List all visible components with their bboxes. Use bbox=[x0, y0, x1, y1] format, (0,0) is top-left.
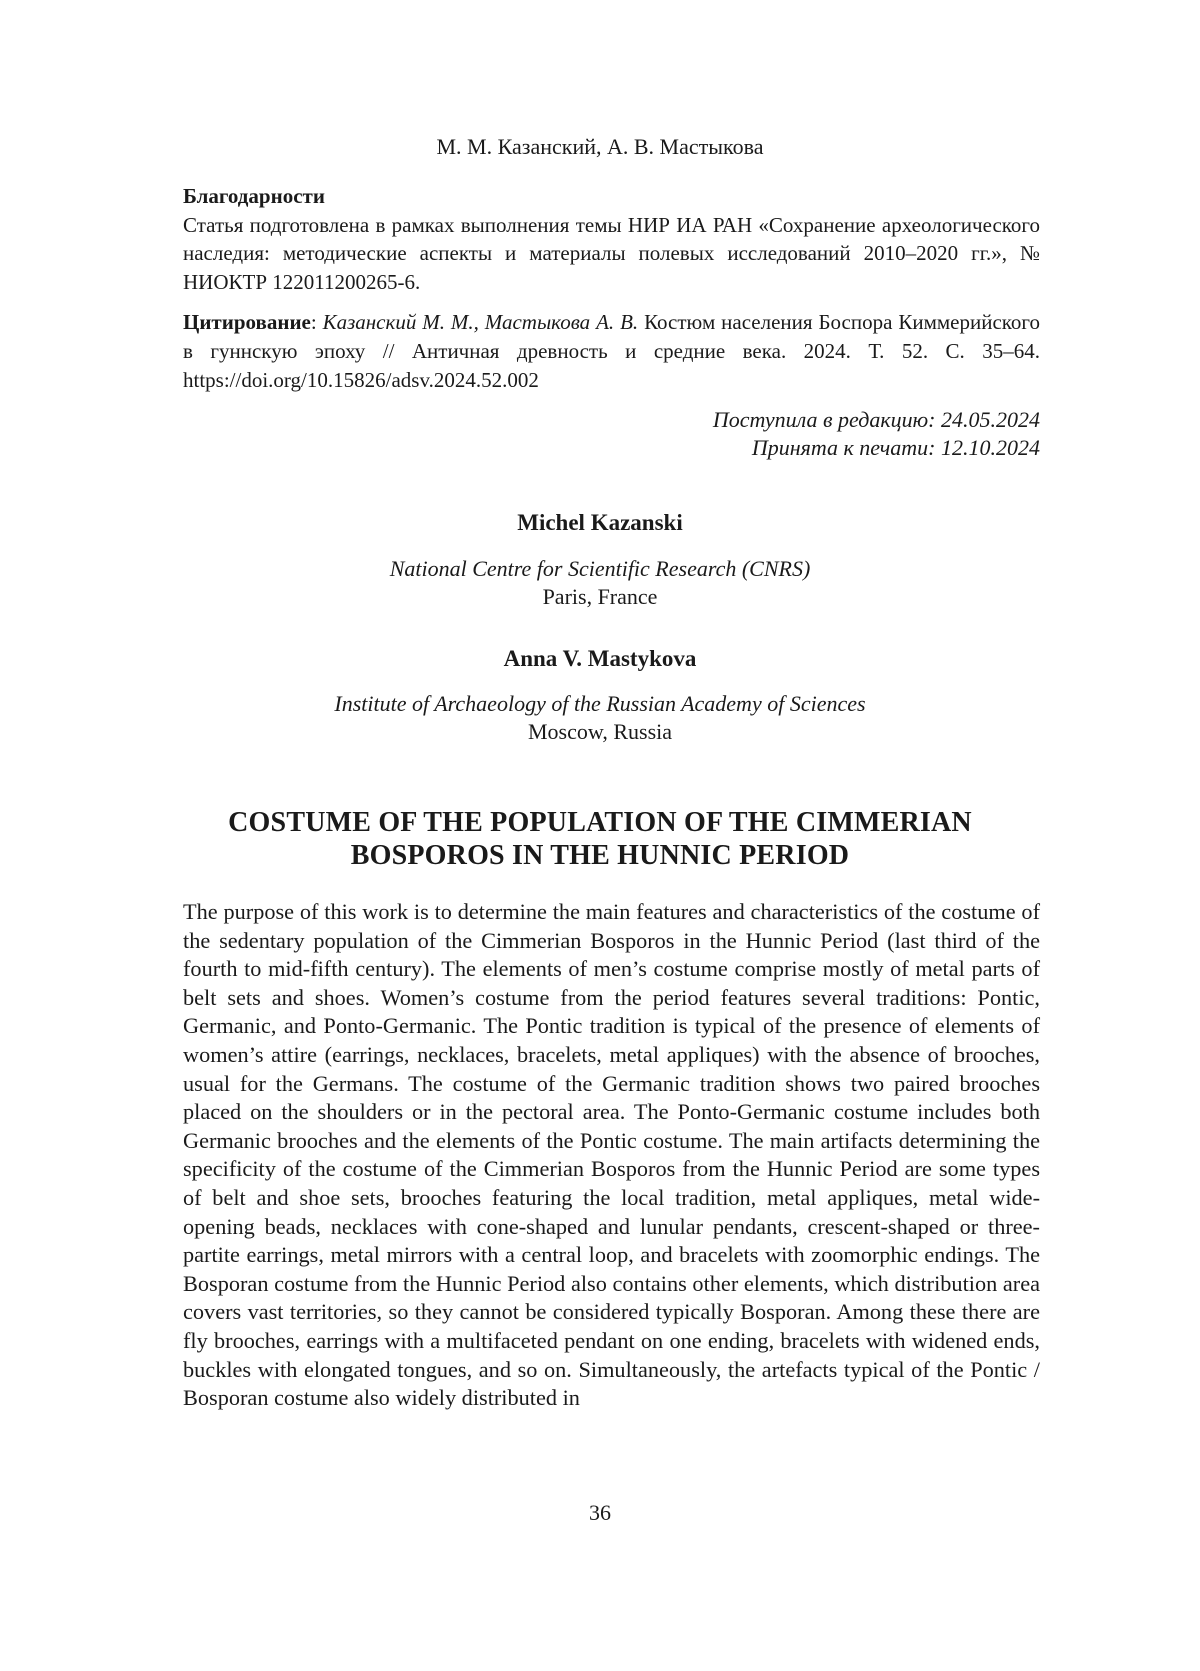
dates-block bbox=[183, 406, 1040, 462]
affiliation-location: Paris, France bbox=[542, 584, 658, 609]
acknowledgements-section bbox=[183, 182, 1040, 296]
author-affiliation bbox=[0, 555, 1200, 611]
title-line: BOSPOROS IN THE HUNNIC PERIOD bbox=[350, 840, 850, 871]
running-header: М. М. Казанский, А. В. Мастыкова bbox=[436, 134, 764, 159]
title-line: COSTUME OF THE POPULATION OF THE CIMMERIAN bbox=[228, 807, 972, 838]
affiliation-organization: National Centre for Scientific Research (CNRS) bbox=[389, 556, 811, 581]
abstract-text: The purpose of this work is to determine the main features and characteristics of the costume of the sedentary population of the Cimmerian Bosporos in the Hunnic Period (last third of the fourth to mid-fifth century). The elements of men’s costume comprise mostly of metal parts of belt sets and shoes. Women’s costume from the period features several traditions: Pontic, Germanic, and Ponto-Germanic. The Pontic tradition is typical of the presence of elements of women’s attire (earrings, necklaces, bracelets, metal appliques) with the absence of brooches, usual for the Germans. The costume of the Germanic tradition shows two paired brooches placed on the shoulders or in the pectoral area. The Ponto-Germanic costume includes both Germanic brooches and the elements of the Pontic costume. The main artifacts determining the specificity of the costume of the Cimmerian Bosporos from the Hunnic Period are some types of belt and shoe sets, brooches featuring the local tradition, metal appliques, metal wide-opening beads, necklaces with cone-shaped and lunular pendants, crescent-shaped or three-partite earrings, metal mirrors with a central loop, and bracelets with zoomorphic endings. The Bosporan costume from the Hunnic Period also contains other elements, which distribution area covers vast territories, so they cannot be considered typically Bosporan. Among these there are fly brooches, earrings with a multifaceted pendant on one ending, bracelets with widened ends, buckles with elongated tongues, and so on. Simultaneously, the artefacts typical of the Pontic / Bosporan costume also widely distributed in bbox=[183, 899, 1040, 1411]
citation-text: Костюм населения Боспора Киммерийского в гуннскую эпоху // Античная древность и средние века. 2024. Т. 52. С. 35–64. https://doi.org/10.15826/adsv.2024.52.002 bbox=[183, 310, 1040, 392]
author-name: Anna V. Mastykova bbox=[503, 646, 697, 671]
date-accepted: Принята к печати: 12.10.2024 bbox=[751, 435, 1040, 460]
author-affiliation bbox=[0, 690, 1200, 746]
affiliation-location: Moscow, Russia bbox=[527, 719, 673, 744]
author-name: Michel Kazanski bbox=[517, 510, 683, 535]
acknowledgements-text: Статья подготовлена в рамках выполнения темы НИР ИА РАН «Сохранение археологического наследия: методические аспекты и материалы полевых исследований 2010–2020 гг.», № НИОКТР 122011200265-6. bbox=[183, 212, 1040, 294]
page-number: 36 bbox=[589, 1500, 611, 1525]
citation-authors: Казанский М. М., Мастыкова А. В. bbox=[322, 310, 639, 334]
article-title bbox=[0, 806, 1200, 872]
citation-label: Цитирование bbox=[183, 310, 311, 334]
date-received: Поступила в редакцию: 24.05.2024 bbox=[712, 407, 1040, 432]
affiliation-organization: Institute of Archaeology of the Russian Academy of Sciences bbox=[334, 691, 866, 716]
acknowledgements-title: Благодарности bbox=[183, 184, 325, 208]
citation-section: Цитирование: Казанский М. М., Мастыкова А. В. Костюм населения Боспора Киммерийского в гуннскую эпоху // Античная древность и средние века. 2024. Т. 52. С. 35–64. https://doi.org/10.15826/adsv.2024.52.002 bbox=[183, 310, 1040, 392]
